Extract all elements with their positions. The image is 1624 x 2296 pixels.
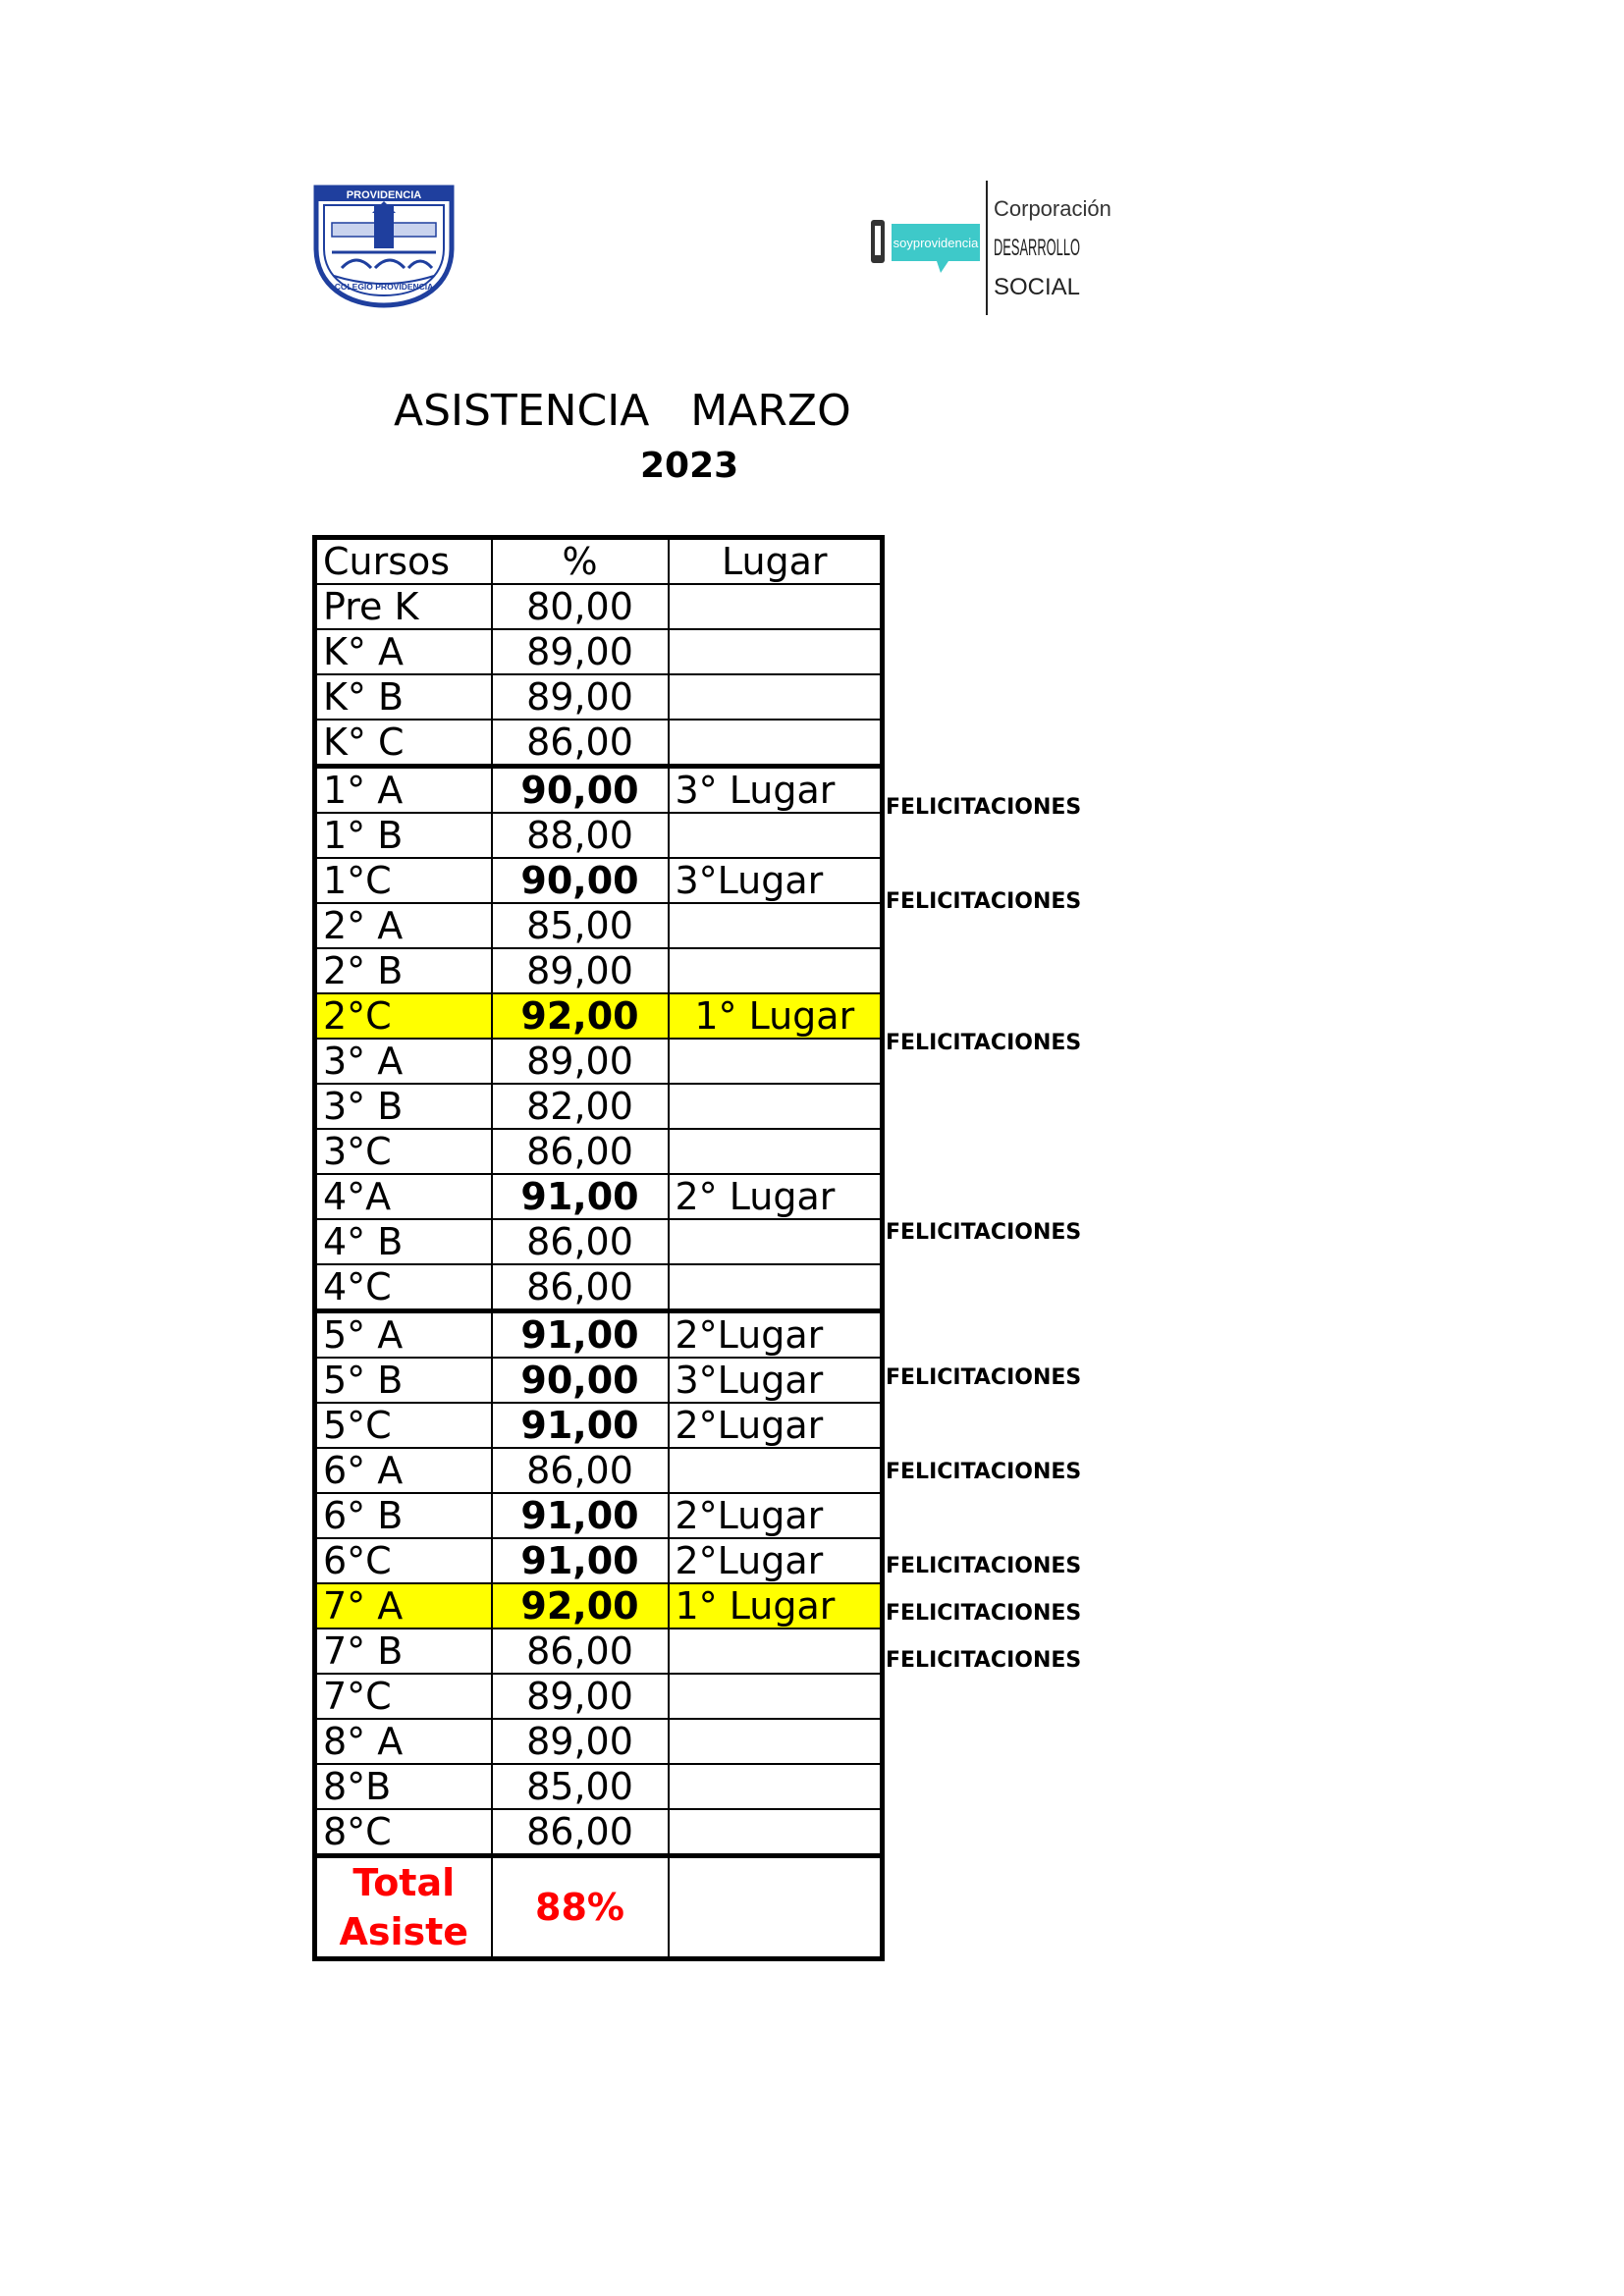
cell-lugar xyxy=(669,948,883,993)
cell-curso: 6° B xyxy=(315,1493,492,1538)
table-row xyxy=(315,1039,883,1084)
table-row xyxy=(315,1674,883,1719)
logo-badge-text: soyprovidencia xyxy=(893,236,979,250)
cell-curso: Pre K xyxy=(315,584,492,629)
cell-lugar xyxy=(669,1039,883,1084)
cell-lugar xyxy=(669,674,883,720)
corporacion-desarrollo-social-logo xyxy=(868,177,1111,319)
cell-curso: 1° A xyxy=(315,767,492,814)
table-row xyxy=(315,1719,883,1764)
cell-percent: 82,00 xyxy=(492,1084,669,1129)
cell-percent: 85,00 xyxy=(492,1764,669,1809)
felicitaciones-note: FELICITACIONES xyxy=(886,1031,1082,1055)
cell-percent: 89,00 xyxy=(492,629,669,674)
cell-lugar: 2°Lugar xyxy=(669,1311,883,1359)
cell-percent: 86,00 xyxy=(492,1129,669,1174)
cell-lugar xyxy=(669,1129,883,1174)
cell-lugar xyxy=(669,1264,883,1311)
table-row xyxy=(315,948,883,993)
table-row-highlighted xyxy=(315,1583,883,1629)
cell-percent: 86,00 xyxy=(492,1448,669,1493)
felicitaciones-note: FELICITACIONES xyxy=(886,1648,1082,1673)
cell-curso: 4° B xyxy=(315,1219,492,1264)
table-row xyxy=(315,1764,883,1809)
felicitaciones-note: FELICITACIONES xyxy=(886,1365,1082,1390)
cell-curso: 7°C xyxy=(315,1674,492,1719)
cell-lugar xyxy=(669,1084,883,1129)
felicitaciones-note: FELICITACIONES xyxy=(886,1460,1082,1484)
cell-curso: 4°C xyxy=(315,1264,492,1311)
cell-percent: 90,00 xyxy=(492,858,669,903)
table-row xyxy=(315,1493,883,1538)
table-row xyxy=(315,1403,883,1448)
colegio-providencia-logo xyxy=(312,184,456,309)
header-percent: % xyxy=(492,538,669,585)
cell-curso: 6°C xyxy=(315,1538,492,1583)
felicitaciones-note: FELICITACIONES xyxy=(886,1601,1082,1626)
table-row xyxy=(315,767,883,814)
cell-lugar xyxy=(669,584,883,629)
cell-curso: 8°C xyxy=(315,1809,492,1856)
cell-lugar xyxy=(669,1629,883,1674)
cell-percent: 90,00 xyxy=(492,1358,669,1403)
cell-percent: 91,00 xyxy=(492,1493,669,1538)
cell-curso: 7° B xyxy=(315,1629,492,1674)
table-row xyxy=(315,674,883,720)
cell-percent: 91,00 xyxy=(492,1174,669,1219)
cell-curso: 8°B xyxy=(315,1764,492,1809)
table-row xyxy=(315,903,883,948)
cell-lugar xyxy=(669,1719,883,1764)
cell-lugar: 2°Lugar xyxy=(669,1403,883,1448)
table-row xyxy=(315,629,883,674)
logo-line1: Corporación xyxy=(994,196,1111,221)
cell-percent: 91,00 xyxy=(492,1538,669,1583)
total-lugar-empty xyxy=(669,1856,883,1959)
cell-curso: 5°C xyxy=(315,1403,492,1448)
cell-curso: 4°A xyxy=(315,1174,492,1219)
cell-curso: 2° B xyxy=(315,948,492,993)
cell-percent: 88,00 xyxy=(492,813,669,858)
cell-percent: 86,00 xyxy=(492,1629,669,1674)
cell-curso: 3°C xyxy=(315,1129,492,1174)
cell-percent: 91,00 xyxy=(492,1403,669,1448)
cell-curso: 2°C xyxy=(315,993,492,1039)
logo-line2: DESARROLLO xyxy=(994,235,1080,261)
total-value: 88% xyxy=(492,1856,669,1959)
table-row xyxy=(315,584,883,629)
cell-percent: 89,00 xyxy=(492,674,669,720)
logo-line3: SOCIAL xyxy=(994,274,1081,300)
cell-curso: 3° A xyxy=(315,1039,492,1084)
felicitaciones-note: FELICITACIONES xyxy=(886,889,1082,914)
table-row xyxy=(315,1629,883,1674)
cell-percent: 92,00 xyxy=(492,993,669,1039)
table-row xyxy=(315,858,883,903)
cell-lugar xyxy=(669,813,883,858)
table-row xyxy=(315,813,883,858)
cell-lugar xyxy=(669,629,883,674)
table-row xyxy=(315,1129,883,1174)
cell-curso: 7° A xyxy=(315,1583,492,1629)
felicitaciones-note: FELICITACIONES xyxy=(886,795,1082,820)
table-header-row xyxy=(315,538,883,585)
logo-top-text: PROVIDENCIA xyxy=(346,189,422,201)
cell-curso: 6° A xyxy=(315,1448,492,1493)
document-title: ASISTENCIA MARZO xyxy=(394,386,851,436)
cell-curso: 5° B xyxy=(315,1358,492,1403)
table-row xyxy=(315,1311,883,1359)
table-row xyxy=(315,1084,883,1129)
attendance-table xyxy=(312,535,885,1961)
cell-lugar xyxy=(669,720,883,767)
cell-percent: 85,00 xyxy=(492,903,669,948)
cell-curso: 8° A xyxy=(315,1719,492,1764)
cell-percent: 86,00 xyxy=(492,1264,669,1311)
cell-curso: K° B xyxy=(315,674,492,720)
cell-lugar xyxy=(669,1219,883,1264)
cell-lugar xyxy=(669,903,883,948)
cell-curso: K° A xyxy=(315,629,492,674)
cell-lugar: 2°Lugar xyxy=(669,1493,883,1538)
header-cursos: Cursos xyxy=(315,538,492,585)
cell-curso: 1° B xyxy=(315,813,492,858)
cell-lugar xyxy=(669,1448,883,1493)
cell-percent: 86,00 xyxy=(492,1219,669,1264)
table-row xyxy=(315,1809,883,1856)
table-row xyxy=(315,1219,883,1264)
cell-lugar: 1° Lugar xyxy=(669,993,883,1039)
cell-percent: 89,00 xyxy=(492,948,669,993)
cell-lugar: 3°Lugar xyxy=(669,858,883,903)
cell-lugar xyxy=(669,1674,883,1719)
cell-curso: 1°C xyxy=(315,858,492,903)
cell-curso: 3° B xyxy=(315,1084,492,1129)
table-row xyxy=(315,1264,883,1311)
cell-lugar: 2°Lugar xyxy=(669,1538,883,1583)
cell-percent: 80,00 xyxy=(492,584,669,629)
cell-percent: 92,00 xyxy=(492,1583,669,1629)
table-row xyxy=(315,1174,883,1219)
cell-lugar: 3°Lugar xyxy=(669,1358,883,1403)
cell-percent: 91,00 xyxy=(492,1311,669,1359)
table-row xyxy=(315,1538,883,1583)
total-label: Total Asiste xyxy=(315,1856,492,1959)
cell-curso: K° C xyxy=(315,720,492,767)
document-year: 2023 xyxy=(640,446,739,486)
cell-percent: 86,00 xyxy=(492,720,669,767)
cell-percent: 89,00 xyxy=(492,1719,669,1764)
cell-percent: 90,00 xyxy=(492,767,669,814)
logo-bottom-text: COLEGIO PROVIDENCIA xyxy=(334,282,434,292)
cell-percent: 89,00 xyxy=(492,1674,669,1719)
felicitaciones-note: FELICITACIONES xyxy=(886,1554,1082,1578)
table-row-highlighted xyxy=(315,993,883,1039)
table-row xyxy=(315,1448,883,1493)
cell-lugar xyxy=(669,1764,883,1809)
cell-percent: 86,00 xyxy=(492,1809,669,1856)
header-lugar: Lugar xyxy=(669,538,883,585)
table-row xyxy=(315,720,883,767)
cell-percent: 89,00 xyxy=(492,1039,669,1084)
cell-lugar: 1° Lugar xyxy=(669,1583,883,1629)
cell-lugar: 3° Lugar xyxy=(669,767,883,814)
cell-curso: 2° A xyxy=(315,903,492,948)
cell-lugar xyxy=(669,1809,883,1856)
cell-lugar: 2° Lugar xyxy=(669,1174,883,1219)
cell-curso: 5° A xyxy=(315,1311,492,1359)
table-total-row xyxy=(315,1856,883,1959)
felicitaciones-note: FELICITACIONES xyxy=(886,1220,1082,1245)
table-row xyxy=(315,1358,883,1403)
